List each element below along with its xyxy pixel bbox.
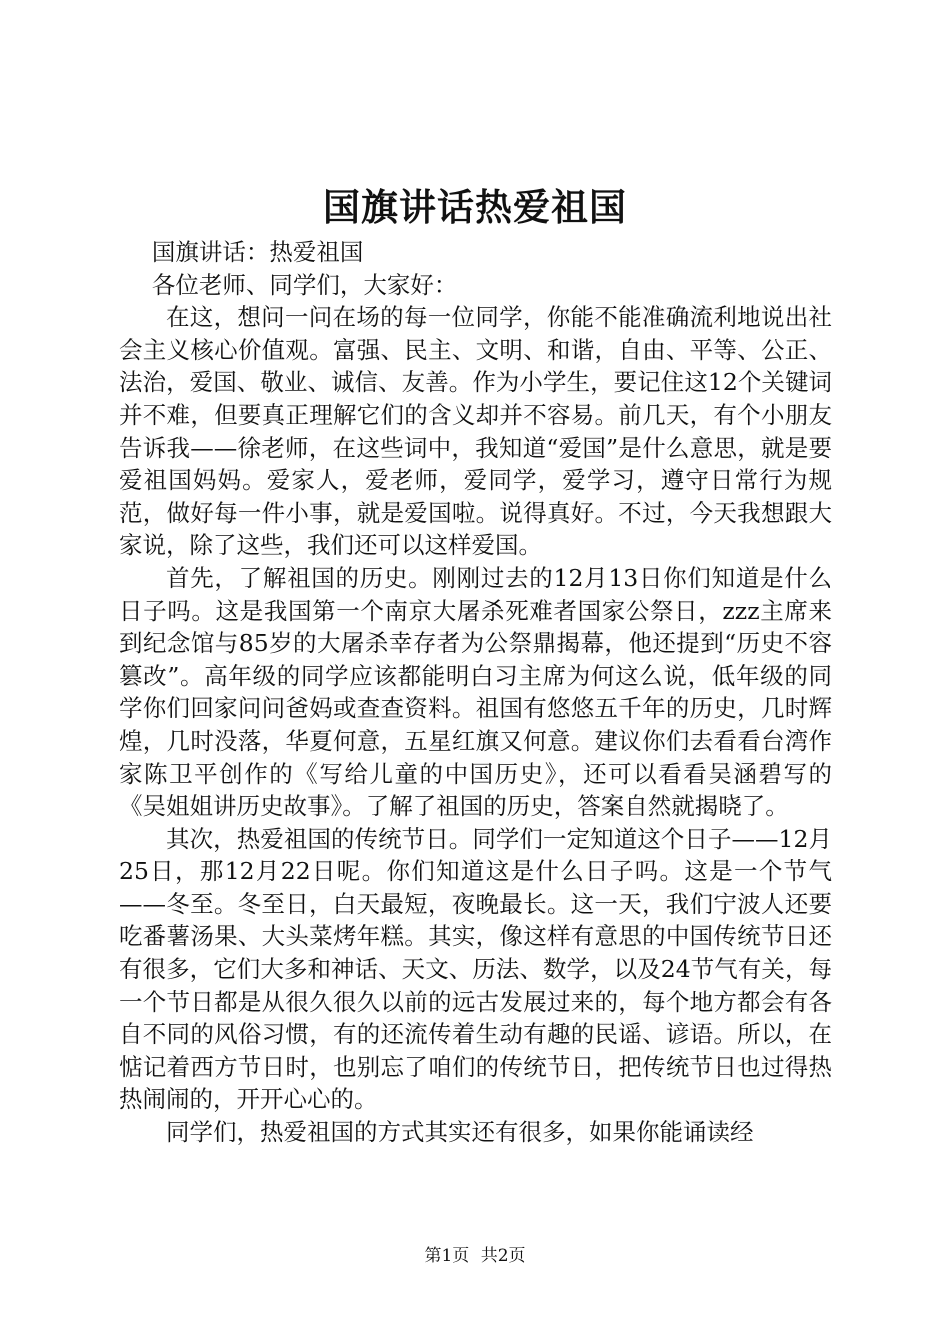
page-total: 共2页: [480, 1246, 526, 1266]
document-title: 国旗讲话热爱祖国: [323, 185, 627, 229]
paragraph: 首先，了解祖国的历史。刚刚过去的12月13日你们知道是什么日子吗。这是我国第一个南京大屠杀死难者国家公祭日，zzz主席来到纪念馆与85岁的大屠杀幸存者为公祭鼎揭幕，他还提到“历史不容篡改”。高年级的同学应该都能明白习主席为何这么说，低年级的同学你们回家问问爸妈或查查资料。祖国有悠悠五千年的历史，几时辉煌，几时没落，华夏何意，五星红旗又何意。建议你们去看看台湾作家陈卫平创作的《写给儿童的中国历史》，还可以看看吴涵碧写的《吴姐姐讲历史故事》。了解了祖国的历史，答案自然就揭晓了。: [119, 563, 832, 821]
paragraph: 其次，热爱祖国的传统节日。同学们一定知道这个日子——12月25日，那12月22日呢。你们知道这是什么日子吗。这是一个节气——冬至。冬至日，白天最短，夜晚最长。这一天，我们宁波人还要吃番薯汤果、大头菜烤年糕。其实，像这样有意思的中国传统节日还有很多，它们大多和神话、天文、历法、数学，以及24节气有关，每一个节日都是从很久很久以前的远古发展过来的，每个地方都会有各自不同的风俗习惯，有的还流传着生动有趣的民谣、谚语。所以，在惦记着西方节日时，也别忘了咱们的传统节日，把传统节日也过得热热闹闹的，开开心心的。: [119, 824, 832, 1114]
page-footer: [0, 1245, 950, 1267]
speech-title-line: 国旗讲话：热爱祖国: [151, 238, 364, 266]
page-number: 第1页: [424, 1246, 470, 1266]
greeting-line: 各位老师、同学们，大家好：: [151, 270, 458, 299]
paragraph: 同学们，热爱祖国的方式其实还有很多，如果你能诵读经: [166, 1118, 754, 1147]
document-body: [119, 236, 832, 1149]
paragraph: 在这，想问一问在场的每一位同学，你能不能准确流利地说出社会主义核心价值观。富强、民主、文明、和谐，自由、平等、公正、法治，爱国、敬业、诚信、友善。作为小学生，要记住这12个关键词并不难，但要真正理解它们的含义却并不容易。前几天，有个小朋友告诉我——徐老师，在这些词中，我知道“爱国”是什么意思，就是要爱祖国妈妈。爱家人，爱老师，爱同学，爱学习，遵守日常行为规范，做好每一件小事，就是爱国啦。说得真好。不过，今天我想跟大家说，除了这些，我们还可以这样爱国。: [119, 303, 832, 560]
